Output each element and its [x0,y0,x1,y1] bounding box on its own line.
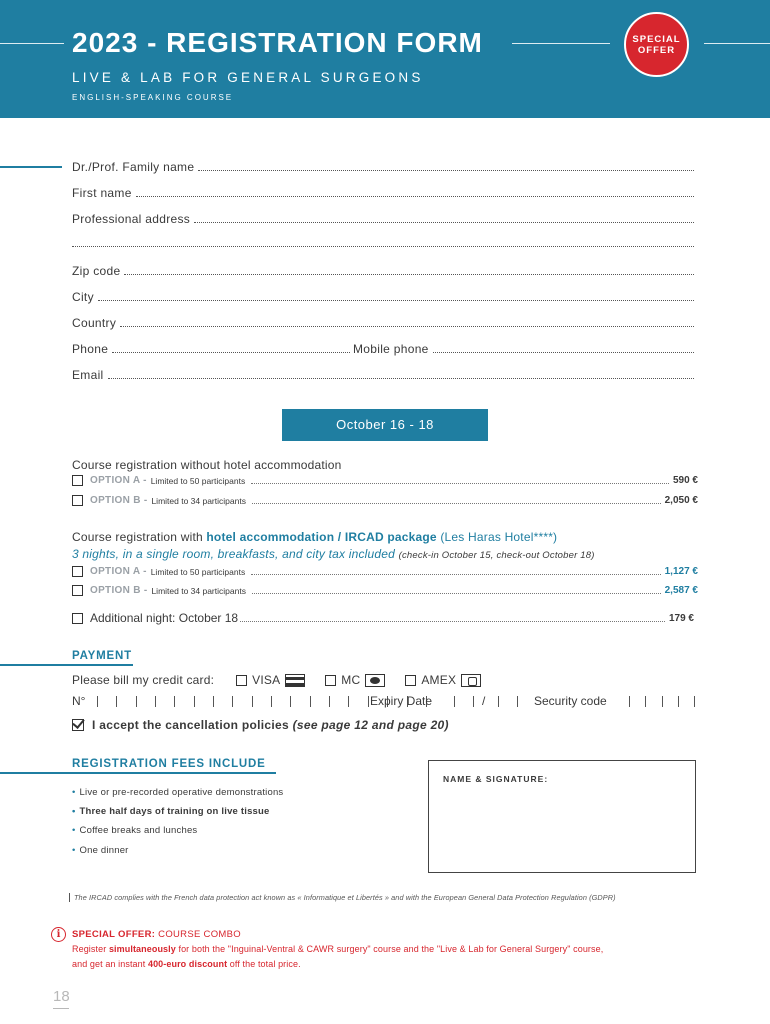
address-input-line[interactable] [194,222,694,223]
signature-box[interactable] [428,760,696,873]
hotel-title [72,530,557,544]
leader-dots [251,574,660,575]
visa-label: VISA [252,673,281,687]
offer-title-bold: SPECIAL OFFER: [72,929,156,940]
first-name-input-line[interactable] [136,196,694,197]
expiry-slash: / [482,694,486,708]
address-label: Professional address [72,212,191,226]
additional-night-option[interactable] [72,611,694,625]
fees-heading: REGISTRATION FEES INCLUDE [72,758,266,770]
header-rule-mid [512,43,610,44]
accept-pages: (see page 12 and page 20) [292,718,449,732]
option-price: 2,587 € [664,585,698,596]
section-accent-line [0,166,62,168]
credit-card-row [72,673,481,687]
family-name-input-line[interactable] [198,170,694,171]
amex-checkbox[interactable] [405,675,416,686]
offer-title-rest: COURSE COMBO [158,929,241,940]
no-hotel-option-b[interactable] [72,495,698,506]
special-offer-badge [624,12,689,77]
offer-line-2 [72,959,301,969]
mobile-field[interactable] [353,342,694,356]
mc-checkbox[interactable] [325,675,336,686]
course-date-banner: October 16 - 18 [282,409,488,441]
email-field[interactable] [72,368,694,382]
option-name: OPTION B - [90,495,148,506]
fee-item-text: Live or pre-recorded operative demonstrations [79,787,284,798]
mobile-label: Mobile phone [353,342,429,356]
zip-label: Zip code [72,264,121,278]
header-rule-right [704,43,770,44]
email-label: Email [72,368,104,382]
card-number-row [72,694,698,710]
city-field[interactable] [72,290,694,304]
additional-night-label: Additional night: October 18 [90,611,239,625]
option-note: Limited to 50 participants [150,566,246,577]
fee-item-text: Three half days of training on live tissue [79,806,270,817]
option-name: OPTION B - [90,585,148,596]
page-number-rule [53,1008,69,1009]
security-code-input[interactable] [629,696,695,708]
offer-text: Register [72,944,107,954]
fee-item-text: One dinner [79,845,129,856]
phone-input-line[interactable] [112,352,350,353]
page-number: 18 [53,988,70,1005]
info-icon: i [51,927,66,942]
offer-text: for both the "Inguinal-Ventral & CAWR surgery" course and the "Live & Lab for General Surgery" course, [178,944,604,954]
payment-rule [0,664,133,666]
fee-item: • One dinner [72,845,129,856]
fee-item: • Live or pre-recorded operative demonstrations [72,787,284,798]
family-name-label: Dr./Prof. Family name [72,160,195,174]
hotel-details [72,547,595,561]
fee-item-text: Coffee breaks and lunches [79,825,198,836]
no-hotel-option-a[interactable] [72,475,698,486]
accept-policies[interactable] [72,718,449,732]
fees-rule [0,772,276,774]
hotel-title-package: hotel accommodation / IRCAD package [206,530,437,544]
security-code-label: Security code [534,694,607,708]
header-banner [0,0,770,118]
mc-label: MC [341,673,361,687]
option-name: OPTION A - [90,566,147,577]
signature-label: NAME & SIGNATURE: [443,774,549,784]
bill-label: Please bill my credit card: [72,673,215,687]
gdpr-notice: The IRCAD complies with the French data protection act known as « Informatique et Libertés » and with the European General Data Protection Regulation (GDPR) [69,893,616,902]
form-title: 2023 - REGISTRATION FORM [72,27,483,58]
first-name-field[interactable] [72,186,694,200]
offer-text: and get an instant [72,959,146,969]
mobile-input-line[interactable] [433,352,694,353]
phone-field[interactable] [72,342,350,356]
country-label: Country [72,316,117,330]
card-number-label: N° [72,694,86,708]
accept-text: I accept the cancellation policies [92,718,289,732]
hotel-option-a-checkbox[interactable] [72,566,83,577]
offer-line-1 [72,944,603,954]
leader-dots [251,483,669,484]
city-label: City [72,290,94,304]
option-price: 590 € [672,475,698,486]
hotel-option-a[interactable] [72,566,698,577]
leader-dots [252,593,661,594]
badge-line-2: OFFER [637,45,676,56]
country-input-line[interactable] [120,326,694,327]
expiry-year-input[interactable] [498,696,518,708]
option-note: Limited to 34 participants [151,585,246,596]
no-hotel-title: Course registration without hotel accommodation [72,458,342,472]
phone-label: Phone [72,342,109,356]
course-title: LIVE & LAB FOR GENERAL SURGEONS [72,70,424,85]
additional-night-price: 179 € [668,612,694,624]
visa-card-icon [285,674,305,687]
family-name-field[interactable] [72,160,694,174]
hotel-option-b-checkbox[interactable] [72,585,83,596]
accept-checkbox[interactable] [72,719,84,731]
course-language: ENGLISH-SPEAKING COURSE [72,93,234,102]
offer-text-bold: simultaneously [108,944,176,954]
option-a-checkbox[interactable] [72,475,83,486]
additional-night-checkbox[interactable] [72,613,83,624]
header-rule-left [0,43,64,44]
fee-item: • Three half days of training on live tissue [72,806,270,817]
address-input-line-2[interactable] [72,246,694,247]
email-input-line[interactable] [108,378,694,379]
expiry-month-input[interactable] [454,696,474,708]
expiry-label: Expiry Date [370,694,433,708]
city-input-line[interactable] [98,300,694,301]
option-b-checkbox[interactable] [72,495,83,506]
address-line-2[interactable] [72,238,694,250]
hotel-option-b[interactable] [72,585,698,596]
offer-text-bold: 400-euro discount [147,959,228,969]
option-note: Limited to 34 participants [151,495,246,506]
offer-title [72,929,241,940]
zip-input-line[interactable] [124,274,694,275]
hotel-title-name: (Les Haras Hotel****) [440,530,558,544]
offer-text: off the total price. [229,959,301,969]
badge-line-1: SPECIAL [632,34,681,45]
payment-heading: PAYMENT [72,650,132,662]
option-price: 1,127 € [664,566,698,577]
mastercard-icon [365,674,385,687]
country-field[interactable] [72,316,694,330]
address-field[interactable] [72,212,694,226]
zip-field[interactable] [72,264,694,278]
hotel-checkin: (check-in October 15, check-out October 18) [398,550,595,561]
leader-dots [240,621,665,622]
hotel-title-prefix: Course registration with [72,530,203,544]
visa-checkbox[interactable] [236,675,247,686]
fee-item: • Coffee breaks and lunches [72,825,198,836]
option-note: Limited to 50 participants [150,475,246,486]
option-price: 2,050 € [664,495,698,506]
amex-card-icon [461,674,481,687]
leader-dots [252,503,661,504]
hotel-details-text: 3 nights, in a single room, breakfasts, and city tax included [72,547,396,561]
first-name-label: First name [72,186,132,200]
amex-label: AMEX [421,673,457,687]
option-name: OPTION A - [90,475,147,486]
